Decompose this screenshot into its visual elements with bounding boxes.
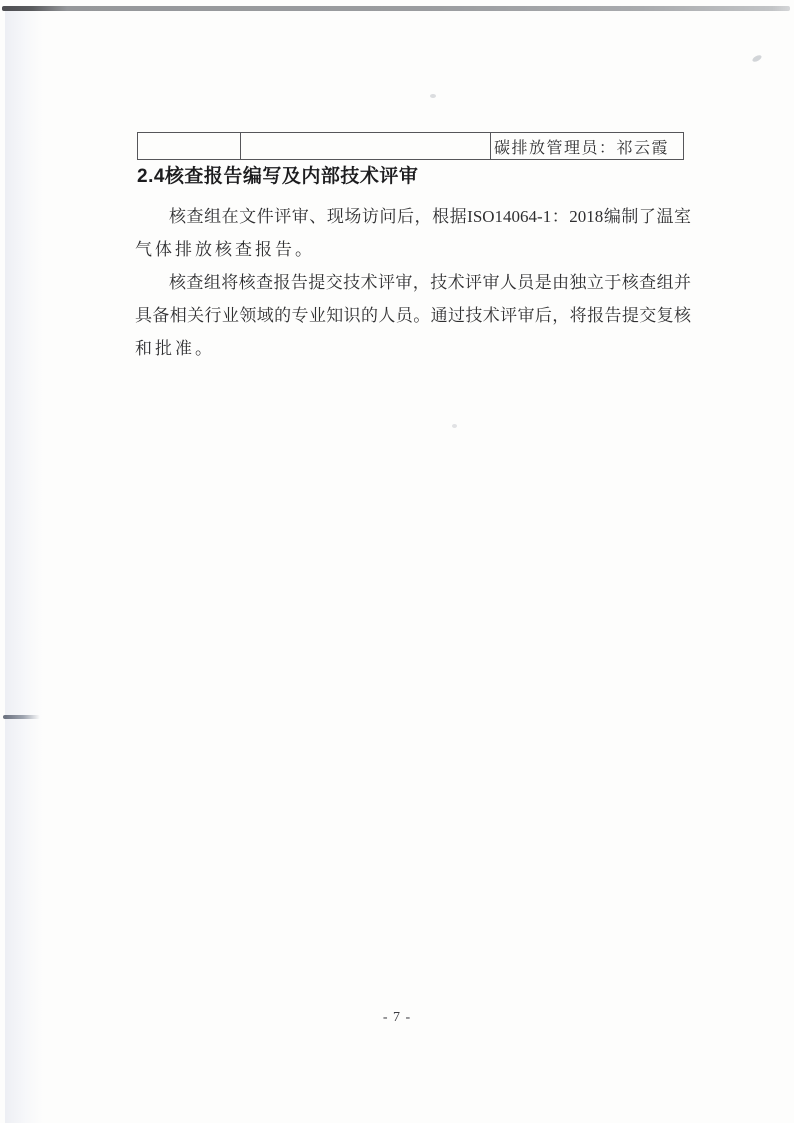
table-row <box>138 133 684 160</box>
document-body <box>135 200 691 365</box>
text-line: 气体排放核查报告。 <box>135 240 315 259</box>
scan-speck <box>430 94 436 98</box>
text-line: 核查组将核查报告提交技术评审，技术评审人员是由独立于核查组并 <box>169 273 691 292</box>
paragraph-1 <box>135 200 691 266</box>
scan-edge-line <box>2 6 790 11</box>
paragraph-2 <box>135 266 691 365</box>
scan-speck <box>751 54 762 63</box>
page-number: - 7 - <box>382 1010 412 1025</box>
scan-fold-mark <box>3 715 40 719</box>
text-line: 具备相关行业领域的专业知识的人员。通过技术评审后，将报告提交复核 <box>135 306 691 325</box>
scan-speck <box>452 424 457 428</box>
text-line: 核查组在文件评审、现场访问后，根据ISO14064-1：2018编制了温室 <box>169 207 691 226</box>
table-cell-empty-1 <box>138 133 241 160</box>
scan-left-shadow <box>5 11 43 1123</box>
section-heading: 2.4核查报告编写及内部技术评审 <box>137 166 419 187</box>
signature-table <box>137 132 684 160</box>
table-cell-carbon-manager: 碳排放管理员：祁云霞 <box>491 133 684 160</box>
table-cell-empty-2 <box>241 133 491 160</box>
text-line: 和批准。 <box>135 339 215 358</box>
